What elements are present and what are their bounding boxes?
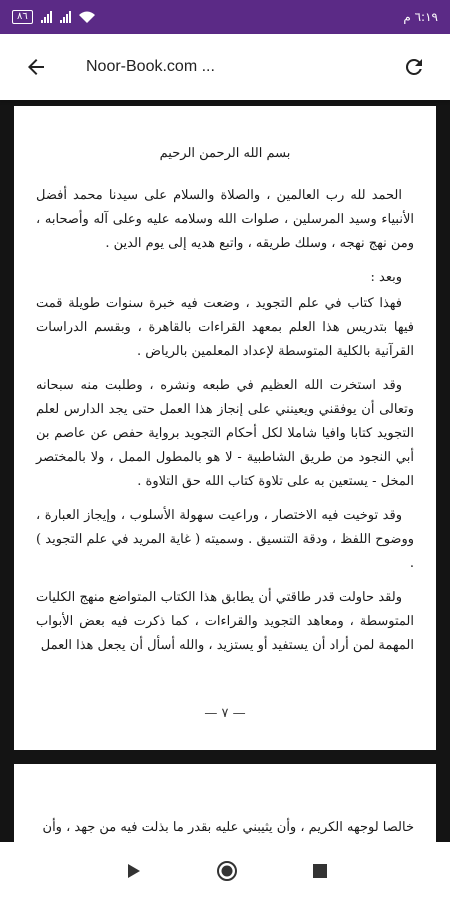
bottom-nav-bar (0, 842, 450, 900)
home-button[interactable] (197, 842, 257, 900)
status-indicators (12, 10, 95, 24)
stop-icon (313, 864, 327, 878)
status-time: ٦:١٩ م (403, 10, 438, 24)
pdf-viewer[interactable] (0, 100, 450, 842)
page-number: — ٧ — (204, 706, 246, 721)
paragraph: خالصا لوجهه الكريم ، وأن يثيبني عليه بقدر ما بذلت فيه من جهد ، وأن (42, 820, 414, 835)
play-button[interactable] (104, 842, 164, 900)
document-page-next (14, 764, 436, 842)
app-toolbar (0, 34, 450, 100)
arrow-back-icon (24, 55, 48, 79)
paragraph: فهذا كتاب في علم التجويد ، وضعت فيه خبرة سنوات طويلة قمت فيها بتدريس هذا العلم بمعهد القراءات بالقاهرة ، وبقسم الدراسات القرآنية بالكلية المتوسطة لإعداد المعلمين بالرياض . (36, 296, 414, 359)
document-page (14, 106, 436, 750)
status-bar (0, 0, 450, 34)
basmala-heading: بسم الله الرحمن الرحيم (159, 146, 291, 161)
back-button[interactable] (8, 39, 64, 95)
paragraph: ولقد حاولت قدر طاقتي أن يطابق هذا الكتاب المتواضع منهج الكليات المتوسطة ، ومعاهد التجويد والقراءات ، كما ذكرت فيه بعض الأبواب المهمة لمن أراد أن يستفيد أو يستزيد ، والله أسأل أن يجعل هذا العمل (36, 590, 414, 653)
reload-button[interactable] (386, 39, 442, 95)
paragraph: وقد استخرت الله العظيم في طبعه ونشره ، وطلبت منه سبحانه وتعالى أن يوفقني ويعينني على إنجاز هذا العمل حتى يجد الدارس لعلم التجويد كتابا وافيا شاملا لكل أحكام التجويد برواية حفص عن عاصم بن أبي النجود من طريق الشاطبية - لا هو بالمطول الممل ، ولا بالمختصر المخل - يستعين به على تلاوة كتاب الله حق التلاوة . (36, 378, 414, 489)
page-body (36, 184, 414, 668)
play-icon (126, 863, 142, 879)
signal-icon-2 (60, 11, 71, 23)
signal-icon (41, 11, 52, 23)
battery-icon: ٨٦ (12, 10, 33, 24)
page-body (36, 816, 414, 840)
reload-icon (402, 55, 426, 79)
stop-button[interactable] (290, 842, 350, 900)
page-title: Noor-Book.com ... (86, 58, 215, 75)
paragraph: الحمد لله رب العالمين ، والصلاة والسلام على سيدنا محمد أفضل الأنبياء وسيد المرسلين ، صلوات الله وسلامه عليه وعلى آله وأصحابه ، ومن نهج نهجه ، وسلك طريقه ، واتبع هديه إلى يوم الدين . (36, 188, 414, 251)
home-circle-icon (216, 860, 238, 882)
wifi-icon (79, 11, 95, 23)
paragraph: وقد توخيت فيه الاختصار ، وراعيت سهولة الأسلوب ، وإيجاز العبارة ، ووضوح اللفظ ، ودقة التنسيق . وسميته ( غاية المريد في علم التجويد ) . (36, 508, 414, 571)
paragraph: وبعد : (370, 270, 402, 285)
